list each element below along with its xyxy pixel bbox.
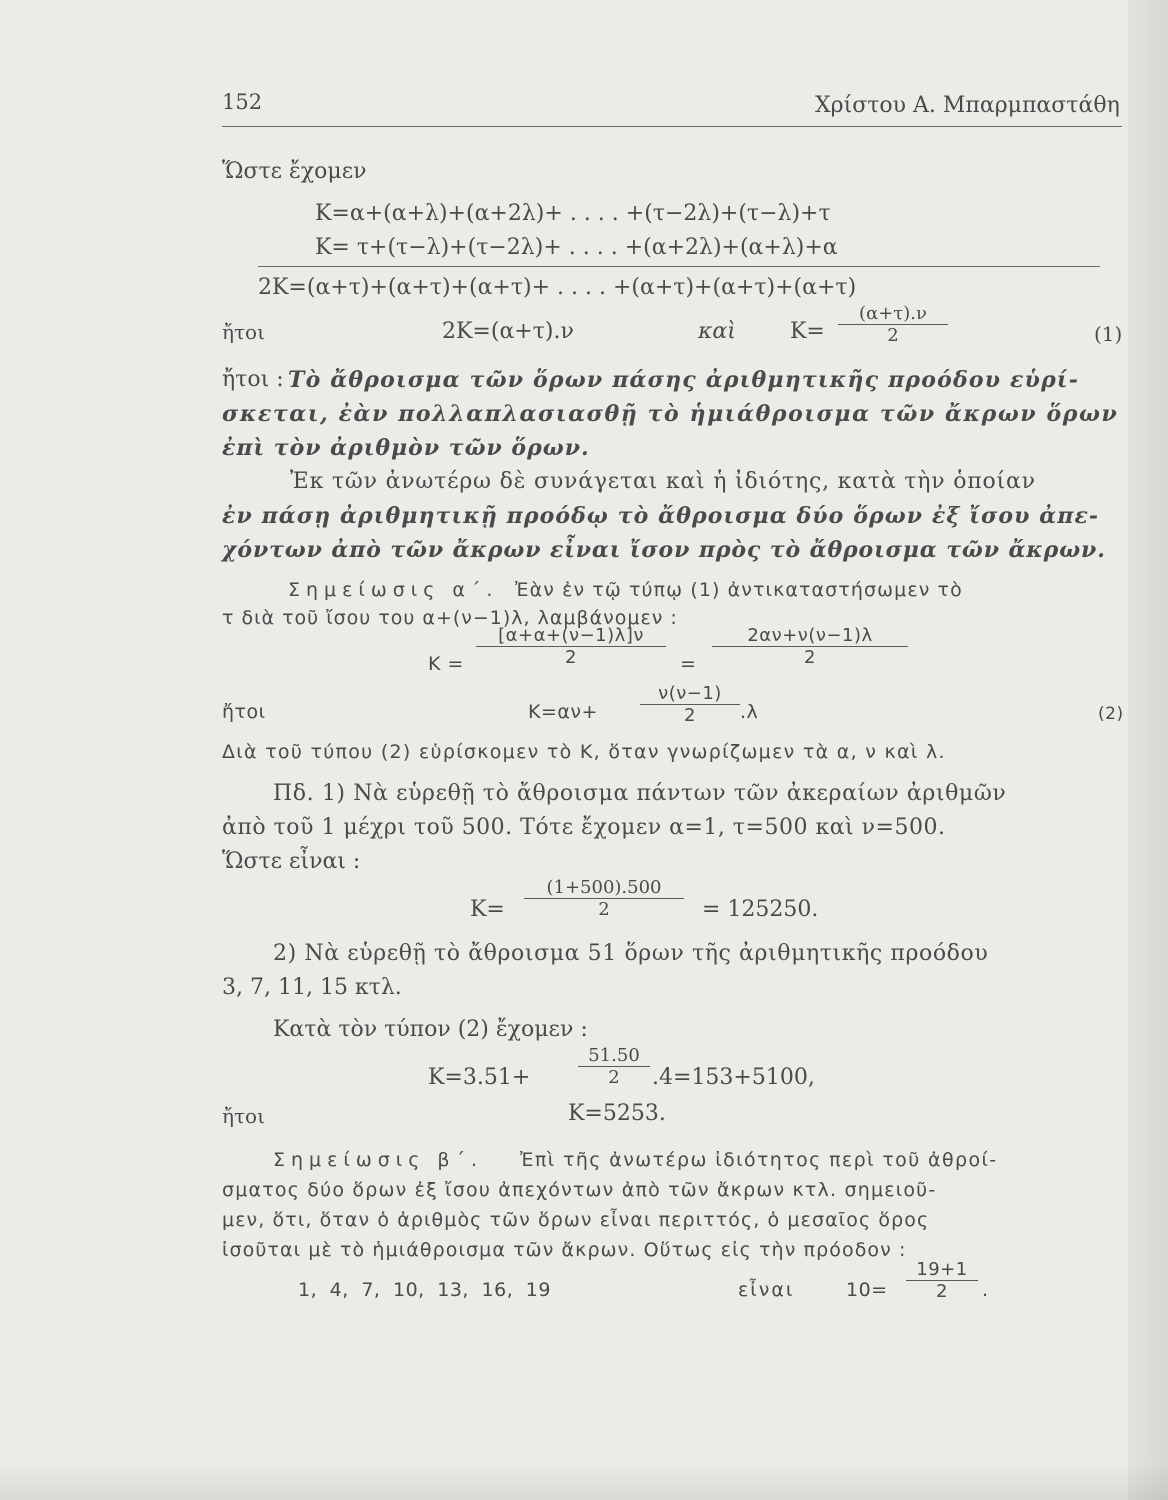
rule-line-3: ἐπὶ τὸν ἀριθμὸν τῶν ὅρων. [222, 435, 590, 461]
note-a-equals: = [680, 653, 697, 675]
fraction-k [838, 304, 948, 347]
fraction-denominator: 2 [608, 1067, 620, 1088]
kai-word: καὶ [698, 319, 736, 344]
property-line-1: Ἐκ τῶν ἀνωτέρω δὲ συνάγεται καὶ ἡ ἰδιότης, κατὰ τὴν ὁποίαν [290, 469, 1036, 494]
example-1-line-1: Πδ. 1) Νὰ εὑρεθῇ τὸ ἄθροισμα πάντων τῶν ἀκεραίων ἀριθμῶν [273, 781, 1007, 806]
example-2-k-equals: K=3.51+ [428, 1065, 531, 1090]
fraction-numerator: 51.50 [588, 1045, 640, 1066]
note-a-line-2: τ διὰ τοῦ ἴσου του α+(ν−1)λ, λαμβάνομεν : [222, 607, 678, 629]
rule-line-1: Τὸ ἄθροισμα τῶν ὅρων πάσης ἀριθμητικῆς προόδου εὑρί- [288, 367, 1080, 393]
page-shadow [0, 1460, 1168, 1500]
fraction-numerator: 19+1 [916, 1259, 968, 1280]
example-2-line-1: 2) Νὰ εὑρεθῇ τὸ ἄθροισμα 51 ὅρων τῆς ἀριθμητικῆς προόδου [273, 941, 989, 966]
fraction-denominator: 2 [804, 647, 816, 668]
running-title: Χρίστου Α. Μπαρμπαστάθη [815, 93, 1120, 118]
example-1-result: = 125250. [702, 897, 819, 922]
example-1-line-3: Ὥστε εἶναι : [222, 849, 361, 874]
sum-rule [258, 266, 1100, 267]
example-1-k-equals: K= [470, 897, 505, 922]
note-a-k-equals: K = [428, 653, 464, 675]
fraction-numerator: (1+500).500 [546, 877, 662, 898]
note-b-line-1: Ἐπὶ τῆς ἀνωτέρω ἰδιότητος περὶ τοῦ ἀθροί- [520, 1149, 998, 1171]
fraction-note-a-2 [712, 626, 908, 669]
fraction-denominator: 2 [598, 899, 610, 920]
fraction-note-a-3 [640, 684, 740, 727]
fraction-denominator: 2 [684, 705, 696, 726]
fraction-note-a-1 [476, 626, 666, 669]
fraction-middle-term [906, 1260, 978, 1303]
page-number: 152 [222, 90, 263, 114]
fraction-numerator: (α+τ).ν [859, 303, 927, 324]
note-a-itoi: ἤτοι [222, 701, 266, 723]
equation-2k-sum: 2K=(α+τ)+(α+τ)+(α+τ)+ . . . . +(α+τ)+(α+τ)+(α+τ) [258, 275, 857, 300]
fraction-denominator: 2 [565, 647, 577, 668]
example-2-itoi: ἤτοι [222, 1104, 265, 1128]
note-b-title: Σημείωσις β΄. [273, 1149, 484, 1171]
note-a-k-alpha-nu: K=αν+ [528, 701, 598, 723]
fraction-example-2 [578, 1046, 650, 1089]
fraction-numerator: ν(ν−1) [658, 683, 722, 704]
sequence-tail: . [982, 1279, 989, 1301]
itoi-label: ἤτοι [222, 320, 265, 344]
sequence-terms: 1, 4, 7, 10, 13, 16, 19 [298, 1279, 551, 1301]
page-edge [1128, 0, 1168, 1500]
fraction-example-1 [524, 878, 684, 921]
example-2-result: K=5253. [568, 1101, 666, 1126]
equation-k-backward: K= τ+(τ−λ)+(τ−2λ)+ . . . . +(α+2λ)+(α+λ)+α [315, 235, 838, 260]
note-b-line-2: σματος δύο ὅρων ἐξ ἴσου ἀπεχόντων ἀπὸ τῶν ἄκρων κτλ. σημειοῦ- [222, 1179, 937, 1201]
intro-text: Ὥστε ἔχομεν [222, 159, 367, 184]
rule-prefix: ἤτοι : [222, 367, 284, 392]
fraction-denominator: 2 [936, 1281, 948, 1302]
equation-2k-product: 2K=(α+τ).ν [442, 319, 574, 344]
example-2-line-2: 3, 7, 11, 15 κτλ. [222, 975, 402, 1000]
rule-line-2: σκεται, ἐὰν πολλαπλασιασθῇ τὸ ἡμιάθροισμα τῶν ἄκρων ὅρων [222, 401, 1119, 427]
note-a-lambda-tail: .λ [740, 701, 759, 723]
equation-label-2: (2) [1098, 704, 1124, 724]
k-equals: K= [790, 319, 825, 344]
property-line-3: χόντων ἀπὸ τῶν ἄκρων εἶναι ἴσον πρὸς τὸ ἄθροισμα τῶν ἄκρων. [222, 537, 1106, 563]
example-1-line-2: ἀπὸ τοῦ 1 μέχρι τοῦ 500. Τότε ἔχομεν α=1, τ=500 καὶ ν=500. [222, 815, 946, 840]
note-a-title: Σημείωσις α΄. [288, 579, 499, 601]
fraction-denominator: 2 [887, 325, 899, 346]
header-rule [222, 126, 1122, 127]
example-2-tail: .4=153+5100, [652, 1065, 815, 1090]
example-2-line-3: Κατὰ τὸν τύπον (2) ἔχομεν : [273, 1017, 588, 1042]
sequence-ten-equals: 10= [846, 1279, 888, 1301]
note-a-line-1: Ἐὰν ἐν τῷ τύπῳ (1) ἀντικαταστήσωμεν τὸ [515, 579, 963, 601]
equation-label-1: (1) [1094, 322, 1123, 346]
fraction-numerator: [α+α+(ν−1)λ]ν [498, 625, 644, 646]
note-b-line-3: μεν, ὅτι, ὅταν ὁ ἀριθμὸς τῶν ὅρων εἶναι περιττός, ὁ μεσαῖος ὅρος [222, 1209, 930, 1231]
note-b-line-4: ἰσοῦται μὲ τὸ ἡμιάθροισμα τῶν ἄκρων. Οὕτως εἰς τὴν πρόοδον : [222, 1239, 907, 1261]
note-a-line-3: Διὰ τοῦ τύπου (2) εὑρίσκομεν τὸ K, ὅταν γνωρίζωμεν τὰ α, ν καὶ λ. [222, 741, 946, 763]
property-line-2: ἐν πάσῃ ἀριθμητικῇ προόδῳ τὸ ἄθροισμα δύο ὅρων ἐξ ἴσου ἀπε- [222, 503, 1100, 529]
fraction-numerator: 2αν+ν(ν−1)λ [747, 625, 873, 646]
equation-k-forward: K=α+(α+λ)+(α+2λ)+ . . . . +(τ−2λ)+(τ−λ)+τ [315, 201, 831, 226]
sequence-einai: εἶναι [738, 1279, 795, 1301]
